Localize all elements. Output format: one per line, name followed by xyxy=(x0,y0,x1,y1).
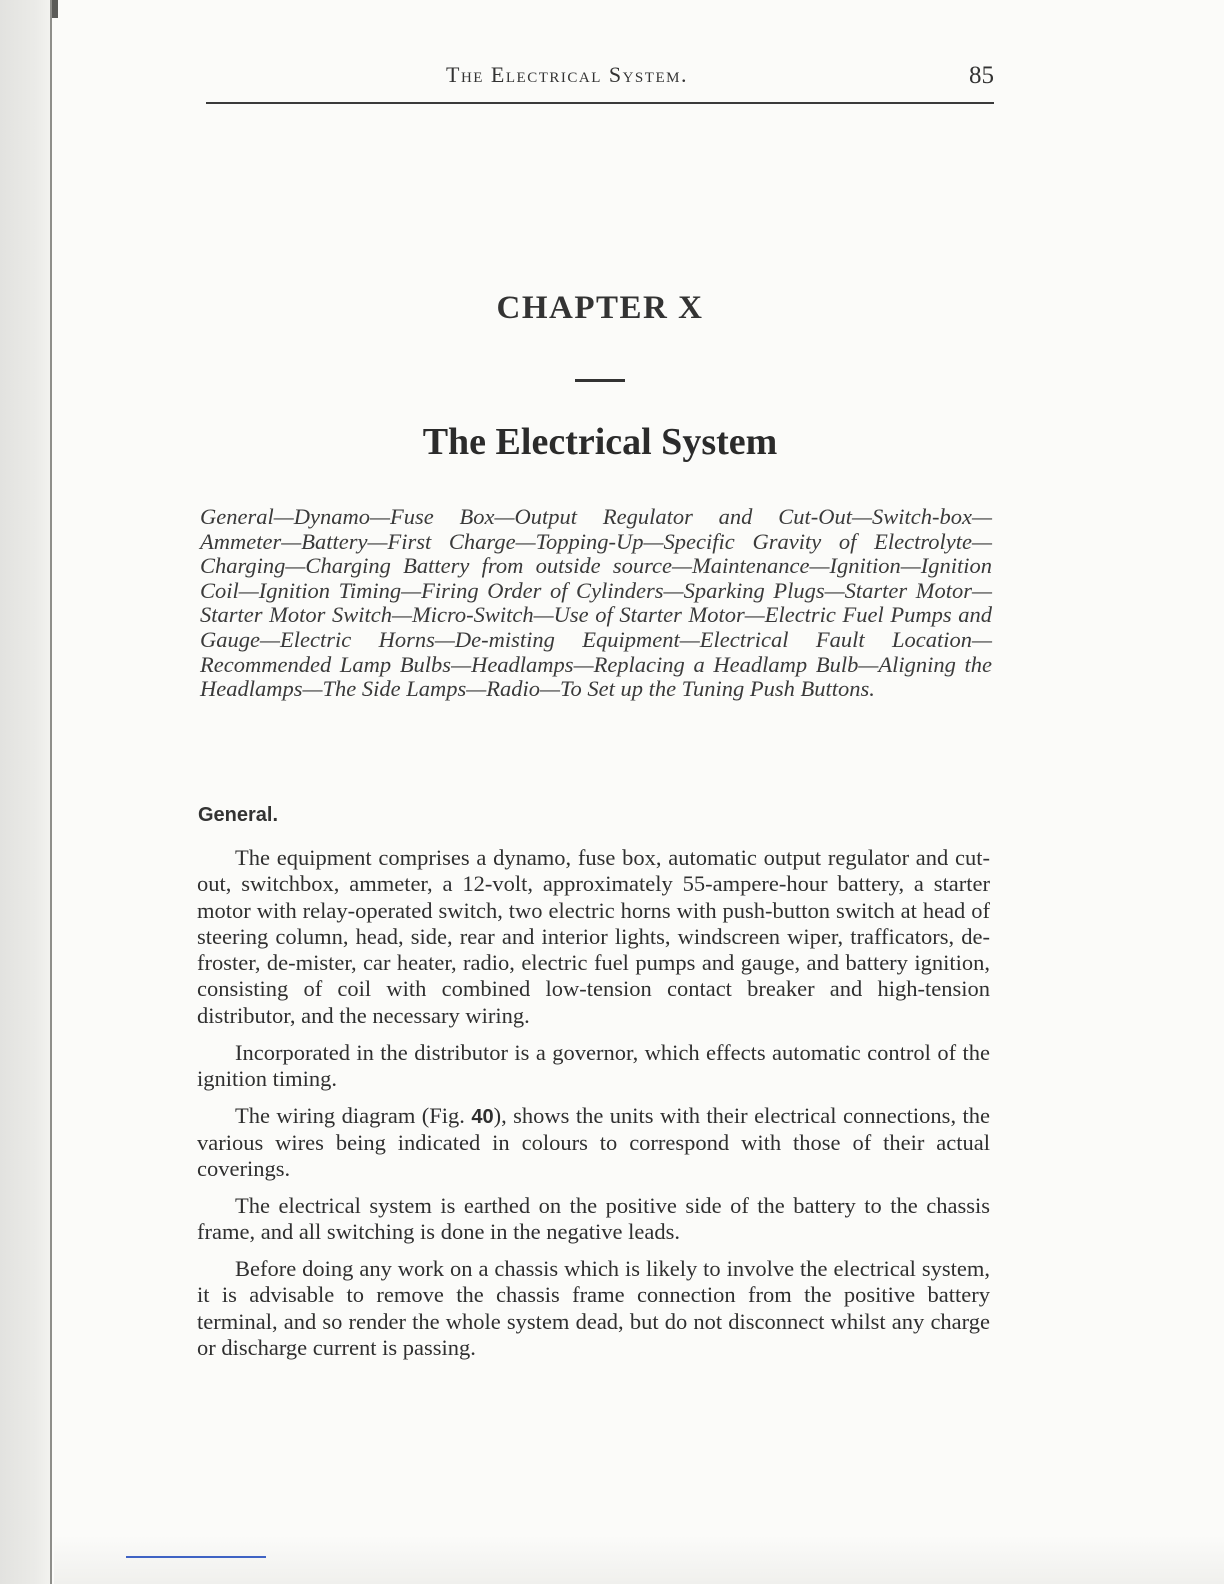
scan-corner-mark xyxy=(52,0,58,18)
paragraph-earthing: The electrical system is earthed on the positive side of the battery to the chassis frame, and all switching is done in the negative leads. xyxy=(197,1193,990,1245)
page-number: 85 xyxy=(969,62,994,89)
paragraph-equipment: The equipment comprises a dynamo, fuse box, automatic output regulator and cut-out, switchbox, ammeter, a 12-volt, approximately 55-ampere-hour battery, a starter motor with relay-operated switch, two electric horns with push-button switch at head of steering column, head, side, rear and interior lights, windscreen wiper, trafficators, de-froster, de-mister, car heater, radio, electric fuel pumps and gauge, and battery ignition, consisting of coil with combined low-tension contact breaker and high-tension distributor, and the necessary wiring. xyxy=(197,845,990,1028)
section-body xyxy=(197,845,990,1372)
running-title: The Electrical System. xyxy=(446,62,688,87)
paragraph-safety: Before doing any work on a chassis which is likely to involve the electrical system, it is advisable to remove the chassis frame connection from the positive battery terminal, and so render the whole system dead, but do not disconnect whilst any charge or discharge current is passing. xyxy=(197,1256,990,1361)
wiring-text-before: The wiring diagram (Fig. xyxy=(235,1102,472,1128)
chapter-divider xyxy=(575,379,625,382)
scan-bottom-shade xyxy=(54,1536,1224,1584)
chapter-label: CHAPTER X xyxy=(496,290,704,326)
footer-link-mark xyxy=(126,1556,266,1558)
paragraph-wiring-diagram xyxy=(197,1103,990,1183)
chapter-contents-summary: General—Dynamo—Fuse Box—Output Regulator and Cut-Out—Switch-box—Ammeter—Battery—First Charge—Topping-Up—Specific Gravity of Electrolyte—Charging—Charging Battery from outside source—Maintenance—Ignition—Ignition Coil—Ignition Timing—Firing Order of Cylinders—Sparking Plugs—Starter Motor—Starter Motor Switch—Micro-Switch—Use of Starter Motor—Electric Fuel Pumps and Gauge—Electric Horns—De-misting Equipment—Electrical Fault Location—Recommended Lamp Bulbs—Headlamps—Replacing a Headlamp Bulb—Aligning the Headlamps—The Side Lamps—Radio—To Set up the Tuning Push Buttons. xyxy=(200,504,992,702)
section-heading-general: General. xyxy=(198,804,279,826)
chapter-title: The Electrical System xyxy=(422,421,778,463)
wiring-text-after: ), shows the units with their electrical connections, the various wires being indicated in colours to correspond with those of their actual coverings. xyxy=(197,1102,990,1182)
scan-page-edge xyxy=(0,0,52,1584)
paragraph-governor: Incorporated in the distributor is a governor, which effects automatic control of the ignition timing. xyxy=(197,1039,990,1091)
running-header xyxy=(206,58,994,104)
figure-reference: 40 xyxy=(471,1105,494,1128)
